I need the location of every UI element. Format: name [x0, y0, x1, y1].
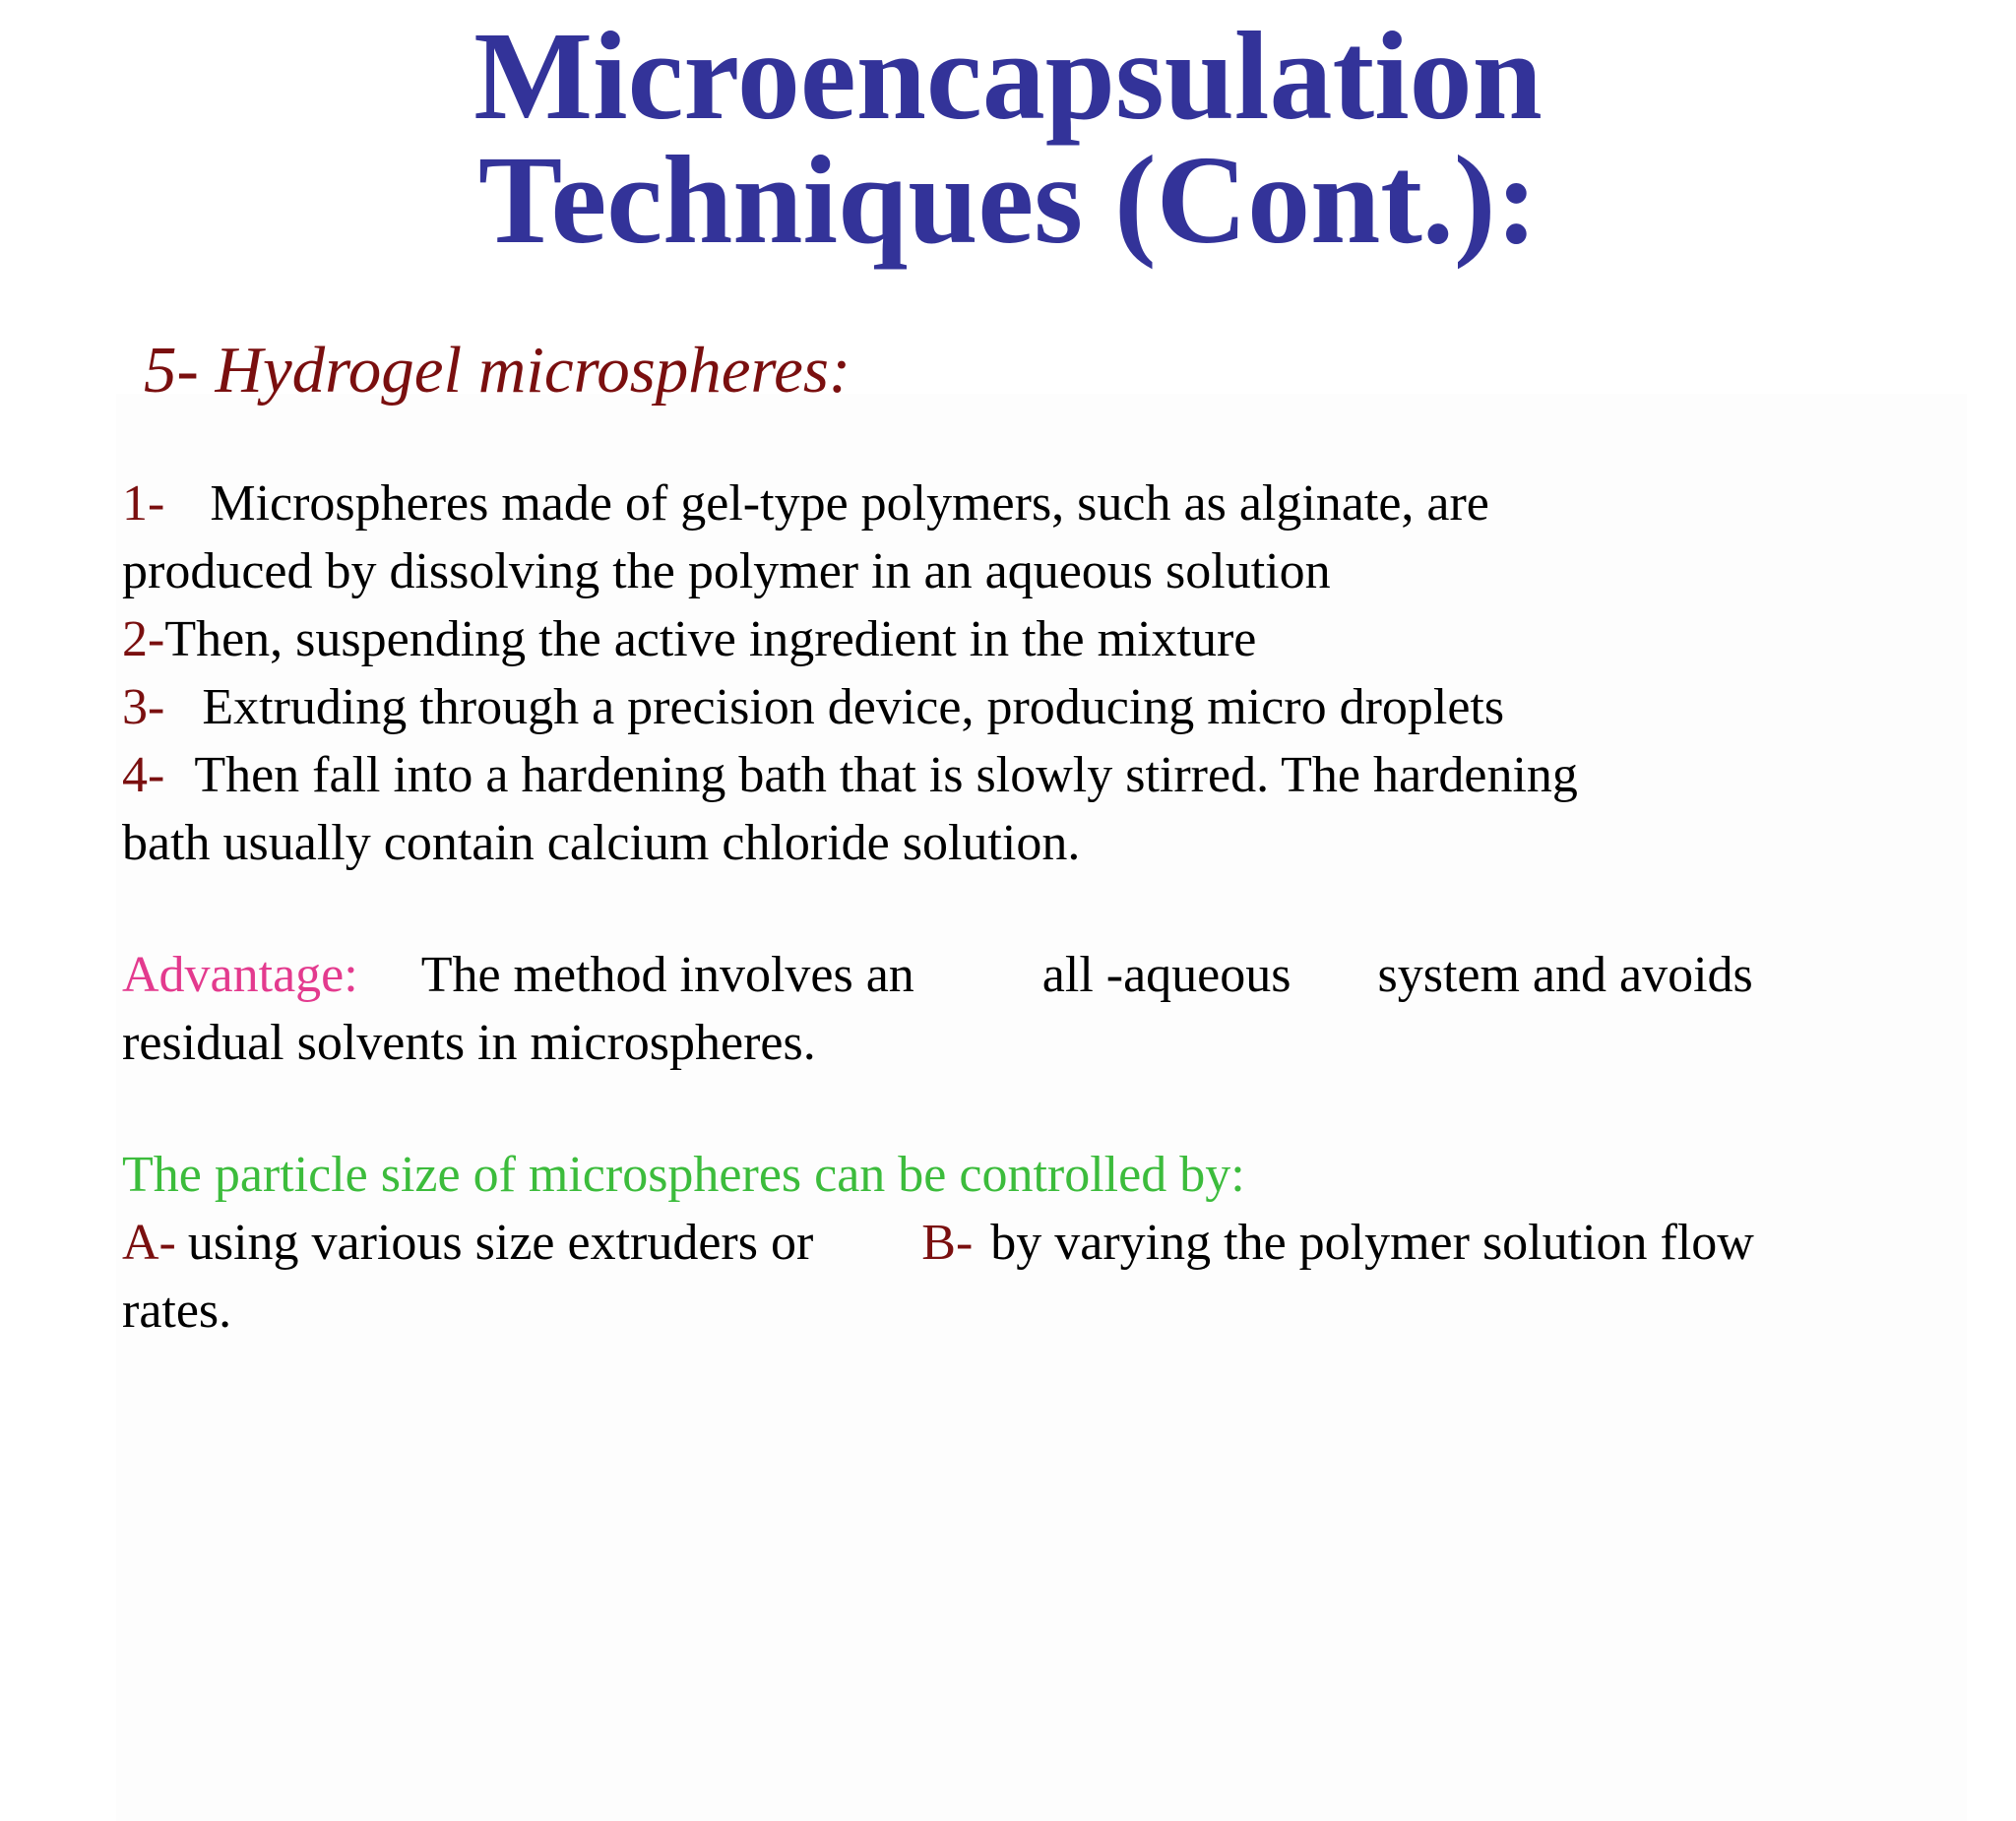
step-text: Then fall into a hardening bath that is slowly stirred. The hardening — [194, 747, 1578, 803]
slide-title — [0, 6, 2016, 270]
particle-size-options — [122, 1210, 1754, 1277]
advantage-text-1: The method involves an — [420, 947, 914, 1003]
step-number: 3- — [122, 679, 165, 735]
advantage-line-1 — [122, 942, 1753, 1009]
step-number: 4- — [122, 747, 165, 803]
step-text: Extruding through a precision device, producing micro droplets — [202, 679, 1505, 735]
advantage-text-3: system and avoids — [1377, 947, 1753, 1003]
step-1-line-2: produced by dissolving the polymer in an aqueous solution — [122, 543, 1331, 599]
particle-size-continuation: rates. — [122, 1283, 232, 1339]
advantage-line-2: residual solvents in microspheres. — [122, 1015, 816, 1071]
step-number: 2- — [122, 611, 165, 667]
particle-size-heading: The particle size of microspheres can be controlled by: — [122, 1147, 1245, 1203]
step-text: Microspheres made of gel-type polymers, such as alginate, are — [210, 475, 1489, 532]
slide-title-line-1: Microencapsulation — [473, 6, 1543, 146]
advantage-text-2: all -aqueous — [1041, 947, 1292, 1003]
step-1-line-1 — [122, 471, 1489, 537]
option-b-text: by varying the polymer solution flow — [990, 1215, 1754, 1271]
step-4-line-2: bath usually contain calcium chloride solution. — [122, 815, 1081, 871]
step-2 — [122, 606, 1256, 673]
section-heading: 5- Hydrogel microspheres: — [144, 334, 851, 407]
step-text: Then, suspending the active ingredient in the mixture — [164, 611, 1257, 667]
option-a-label: A- — [122, 1215, 176, 1271]
advantage-label: Advantage: — [122, 947, 358, 1003]
option-b-label: B- — [921, 1215, 974, 1271]
slide-title-line-2: Techniques (Cont.): — [477, 130, 1539, 270]
option-a-text: using various size extruders or — [187, 1215, 814, 1271]
step-number: 1- — [122, 475, 165, 532]
step-4-line-1 — [122, 742, 1578, 809]
step-3 — [122, 674, 1504, 741]
